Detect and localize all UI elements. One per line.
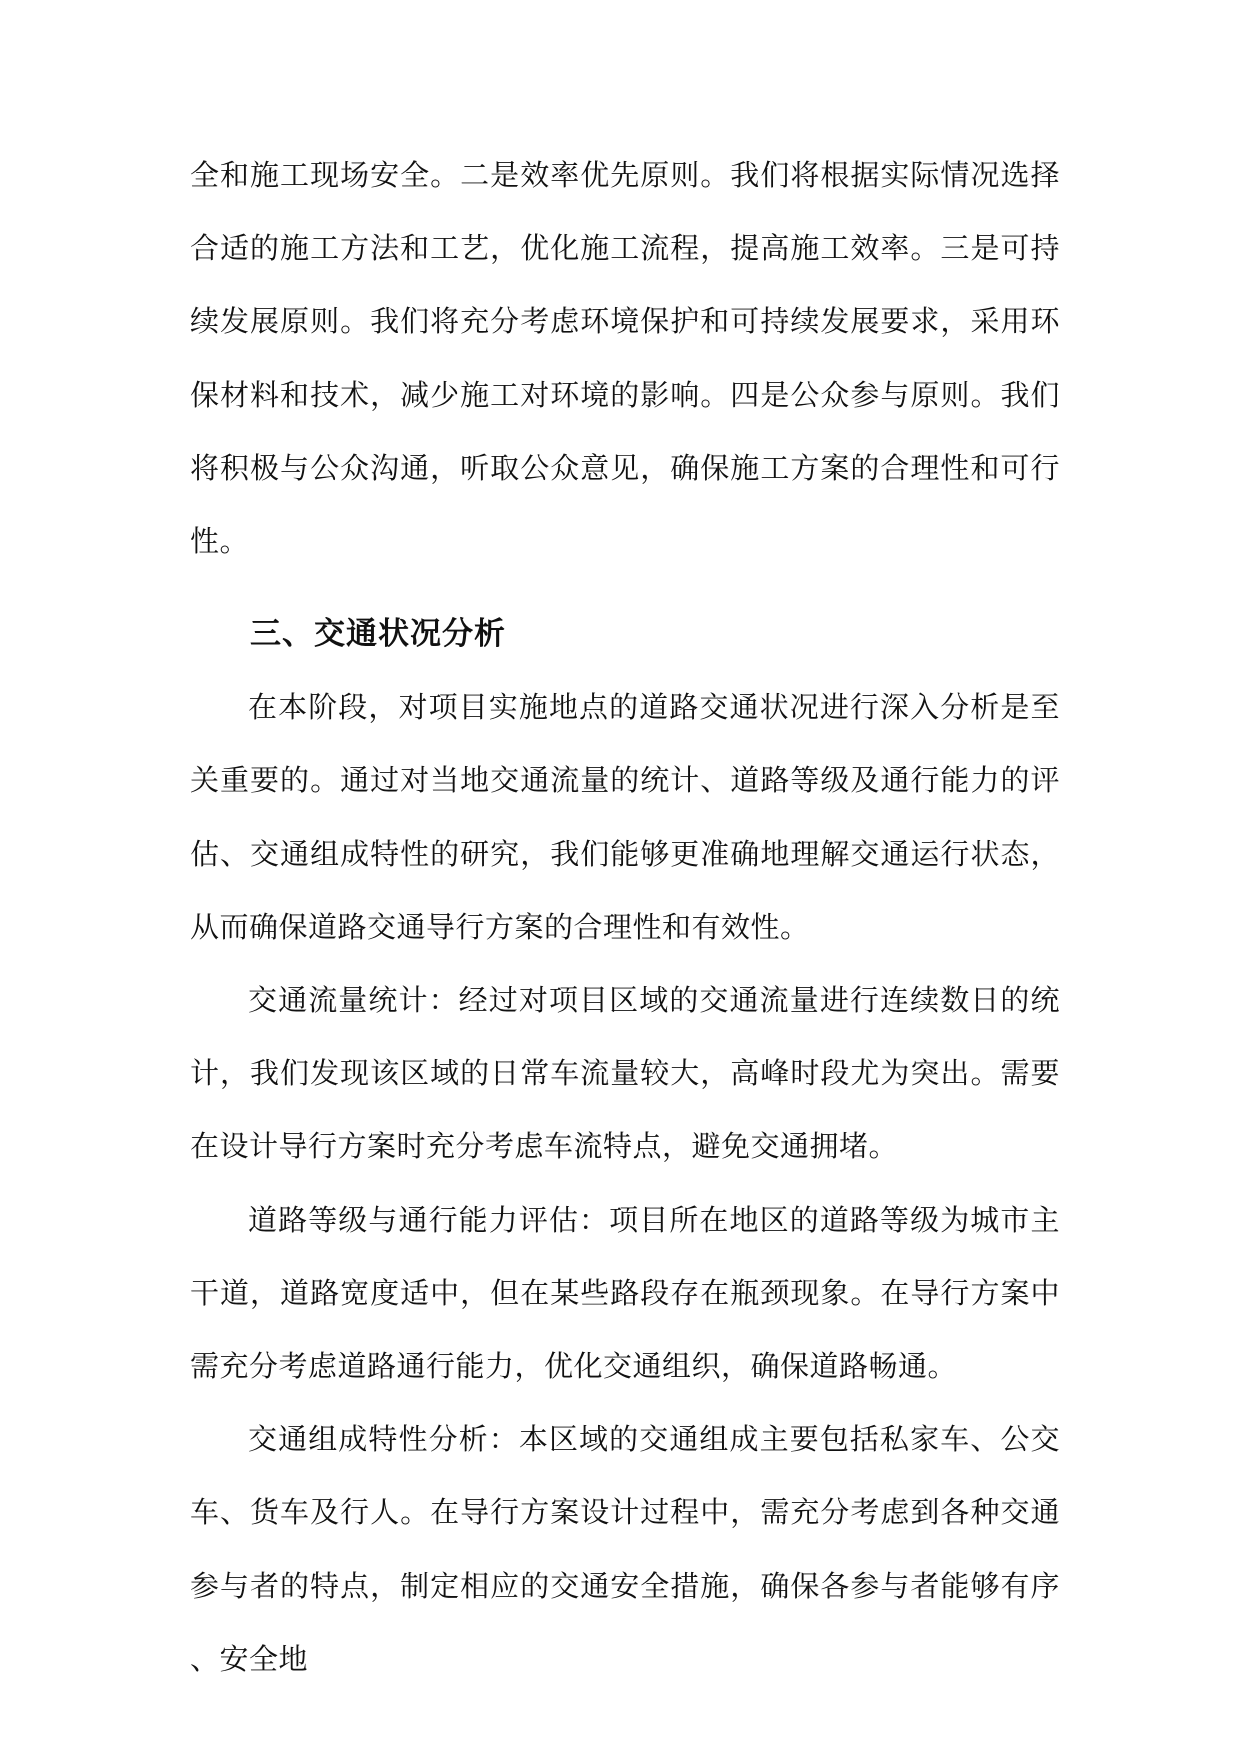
document-body — [190, 139, 1060, 1696]
paragraph-intro: 在本阶段，对项目实施地点的道路交通状况进行深入分析是至关重要的。通过对当地交通流量的统计、道路等级及通行能力的评估、交通组成特性的研究，我们能够更准确地理解交通运行状态，从而确保道路交通导行方案的合理性和有效性。 — [190, 690, 1060, 944]
paragraph-traffic-volume: 交通流量统计：经过对项目区域的交通流量进行连续数日的统计，我们发现该区域的日常车流量较大，高峰时段尤为突出。需要在设计导行方案时充分考虑车流特点，避免交通拥堵。 — [190, 983, 1060, 1164]
paragraph-traffic-composition: 交通组成特性分析：本区域的交通组成主要包括私家车、公交车、货车及行人。在导行方案设计过程中，需充分考虑到各种交通参与者的特点，制定相应的交通安全措施，确保各参与者能够有序、安全地 — [190, 1422, 1060, 1676]
spacer — [190, 578, 1060, 598]
section-heading: 三、交通状况分析 — [250, 616, 506, 653]
paragraph-continued: 全和施工现场安全。二是效率优先原则。我们将根据实际情况选择合适的施工方法和工艺，优化施工流程，提高施工效率。三是可持续发展原则。我们将充分考虑环境保护和可持续发展要求，采用环保材料和技术，减少施工对环境的影响。四是公众参与原则。我们将积极与公众沟通，听取公众意见，确保施工方案的合理性和可行性。 — [190, 158, 1060, 559]
paragraph-road-grade: 道路等级与通行能力评估：项目所在地区的道路等级为城市主干道，道路宽度适中，但在某些路段存在瓶颈现象。在导行方案中需充分考虑道路通行能力，优化交通组织，确保道路畅通。 — [190, 1202, 1060, 1384]
